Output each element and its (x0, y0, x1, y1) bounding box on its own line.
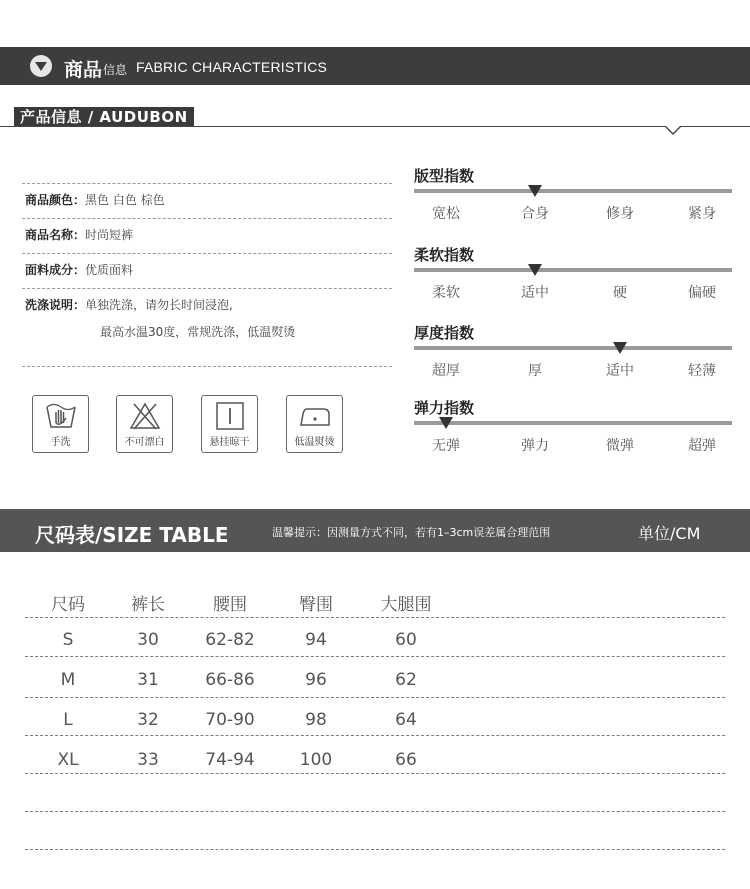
index-bar (414, 268, 732, 272)
index-option: 偏硬 (688, 285, 716, 301)
size-table-unit: 单位/CM (638, 524, 701, 543)
care-label: 低温熨烫 (294, 437, 335, 448)
table-row-divider (25, 656, 725, 657)
care-label: 手洗 (50, 437, 71, 448)
chevron-down-icon (30, 55, 52, 77)
size-table-cell: 62 (395, 670, 417, 690)
size-table-cell: 100 (299, 750, 333, 770)
size-table-cell: 64 (395, 710, 417, 730)
divider (22, 218, 392, 219)
info-label: 商品名称： (25, 228, 86, 242)
info-row-name (25, 224, 133, 246)
index-marker-icon (528, 264, 542, 276)
index-title: 柔软指数 (414, 246, 475, 264)
size-table-header (0, 509, 750, 552)
info-value: 单独洗涤，请勿长时间浸泡, (85, 298, 233, 312)
index-option: 柔软 (432, 285, 460, 301)
care-symbol-low-iron (286, 395, 343, 453)
size-table-cell: 62-82 (205, 630, 255, 650)
index-option: 轻薄 (688, 363, 716, 379)
size-table-cell: 33 (137, 750, 159, 770)
size-table-cell: M (60, 670, 76, 690)
size-table-cell: 31 (137, 670, 159, 690)
index-marker-icon (613, 342, 627, 354)
product-info-title: 产品信息 / AUDUBON (14, 107, 194, 127)
index-option: 紧身 (688, 206, 716, 222)
index-option: 适中 (521, 285, 549, 301)
table-row-divider (25, 735, 725, 736)
size-table-cell: 70-90 (205, 710, 255, 730)
size-table-cell: 74-94 (205, 750, 255, 770)
index-bar (414, 346, 732, 350)
index-title: 弹力指数 (414, 399, 475, 417)
size-table-cell: S (62, 630, 74, 650)
index-option: 适中 (606, 363, 634, 379)
info-value: 优质面料 (85, 263, 134, 277)
size-table-title: 尺码表/SIZE TABLE (35, 523, 229, 547)
size-table-header-cell: 裤长 (131, 595, 165, 615)
index-option: 超厚 (432, 363, 460, 379)
size-table-header-cell: 腰围 (213, 595, 247, 615)
index-bar (414, 421, 732, 425)
table-row-divider (25, 617, 725, 618)
index-marker-icon (528, 185, 542, 197)
size-table-cell: 30 (137, 630, 159, 650)
index-marker-icon (439, 417, 453, 429)
header-title-big: 商品 (64, 59, 103, 81)
info-row-color (25, 189, 165, 211)
index-option: 超弹 (688, 438, 716, 454)
size-table-cell: 94 (305, 630, 327, 650)
no-bleach-icon (129, 401, 161, 431)
size-table-cell: 66-86 (205, 670, 255, 690)
size-table-header-cell: 臀围 (299, 595, 333, 615)
header-title-en: FABRIC CHARACTERISTICS (136, 59, 328, 75)
index-title: 厚度指数 (414, 324, 475, 342)
divider (22, 183, 392, 184)
care-symbol-hand-wash (32, 395, 89, 453)
info-row-fabric (25, 259, 133, 281)
divider (22, 288, 392, 289)
divider (22, 366, 392, 367)
care-label: 悬挂晾干 (209, 437, 250, 448)
wash-instruction-line2: 最高水温30度，常规洗涤，低温熨烫 (100, 325, 296, 339)
hang-dry-icon (214, 401, 246, 431)
table-row-divider (25, 849, 725, 850)
info-label: 洗涤说明： (25, 298, 86, 312)
table-row-divider (25, 773, 725, 774)
fabric-characteristics-header (0, 47, 750, 85)
size-table-cell: 66 (395, 750, 417, 770)
index-option: 修身 (606, 206, 634, 222)
index-option: 厚 (528, 363, 542, 379)
size-table-header-cell: 尺码 (51, 595, 85, 615)
index-option: 微弹 (606, 438, 634, 454)
index-bar (414, 189, 732, 193)
divider-notch-icon (664, 126, 682, 135)
index-title: 版型指数 (414, 167, 475, 185)
index-option: 宽松 (432, 206, 460, 222)
info-label: 商品颜色： (25, 193, 86, 207)
divider (22, 253, 392, 254)
index-option: 合身 (521, 206, 549, 222)
info-label: 面料成分： (25, 263, 86, 277)
size-table-cell: XL (57, 750, 79, 770)
care-symbol-hang-dry (201, 395, 258, 453)
header-title-small: 信息 (103, 63, 128, 77)
care-symbol-no-bleach (116, 395, 173, 453)
table-row-divider (25, 811, 725, 812)
hand-wash-icon (45, 401, 77, 431)
index-option: 硬 (613, 285, 627, 301)
info-row-wash (25, 294, 233, 316)
low-iron-icon (297, 401, 333, 431)
index-option: 弹力 (521, 438, 549, 454)
table-row-divider (25, 697, 725, 698)
section-divider (0, 126, 750, 127)
index-option: 无弹 (432, 438, 460, 454)
size-table-cell: 98 (305, 710, 327, 730)
size-table-header-cell: 大腿围 (380, 595, 432, 615)
info-value: 黑色 白色 棕色 (85, 193, 165, 207)
size-table-cell: 60 (395, 630, 417, 650)
size-table-cell: 96 (305, 670, 327, 690)
care-label: 不可漂白 (124, 437, 165, 448)
size-table-tip: 温馨提示：因测量方式不同，若有1–3cm误差属合理范围 (272, 526, 551, 539)
size-table-cell: L (63, 710, 73, 730)
size-table-cell: 32 (137, 710, 159, 730)
info-value: 时尚短裤 (85, 228, 134, 242)
